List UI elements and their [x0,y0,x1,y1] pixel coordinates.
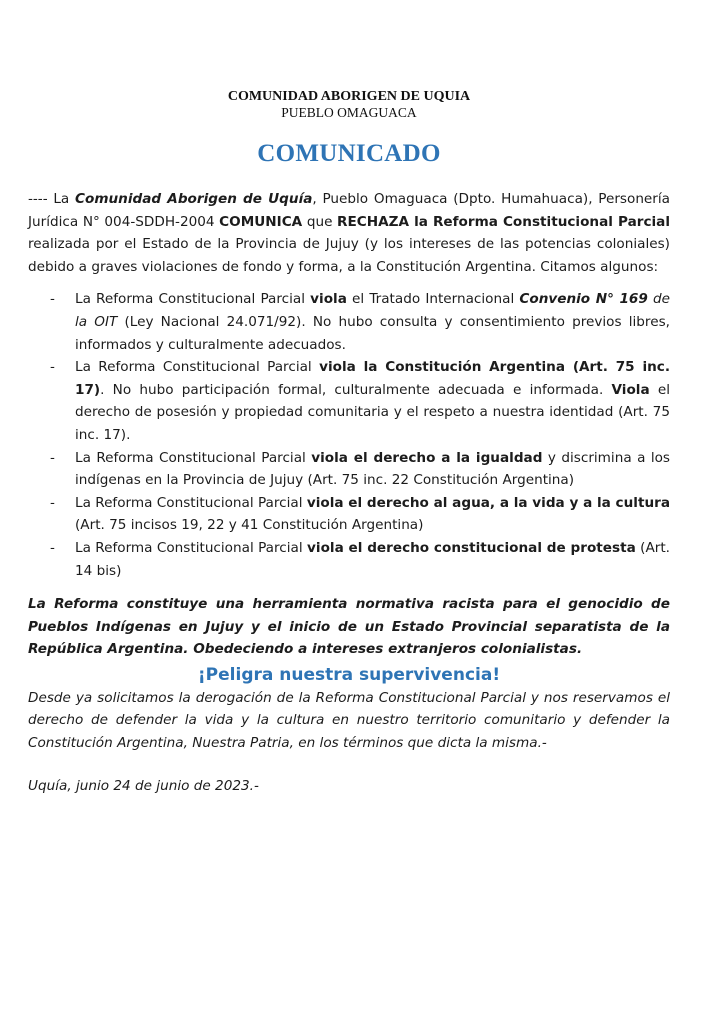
list-dash: - [50,359,55,376]
list-item [28,447,670,492]
item-text: La Reforma Constitucional Parcial [75,359,320,376]
comunica-word: COMUNICA [219,213,303,230]
item-text: el derecho de posesión y propiedad comunitaria y el respeto a nuestra identidad (Art. 75 inc. 17). [75,381,670,443]
list-dash: - [50,291,55,308]
item-text: La Reforma Constitucional Parcial [75,494,307,511]
signature-place: Uquía [28,777,68,794]
list-dash: - [50,449,55,466]
item-bold: viola el derecho a la igualdad [311,449,543,466]
request-paragraph: Desde ya solicitamos la derogación de la Reforma Constitucional Parcial y nos reservamos el derecho de defender la vida y la cultura en nuestro territorio comunitario y defender la Constitución Argentina, Nuestra Patria, en los términos que dicta la misma.- [28,689,670,752]
item-bold: Viola [611,381,650,398]
list-dash: - [50,539,55,556]
intro-text-1: ---- La [28,191,76,207]
item-text: y discrimina a los indígenas en la Provincia de Jujuy (Art. 75 inc. 22 Constitución Argentina) [75,449,670,489]
item-text: La Reforma Constitucional Parcial [75,291,311,308]
list-item [28,537,670,582]
item-bold: viola el derecho al agua, a la vida y a la cultura [306,494,671,511]
item-text: . No hubo participación formal, culturalmente adecuada e informada. [100,381,612,398]
convention-name: Convenio N° 169 [519,291,648,308]
item-text: el Tratado Internacional [346,291,520,308]
list-dash: - [50,494,55,511]
page-title: COMUNICADO [257,140,441,167]
signature-line [28,775,670,798]
intro-text-2: , Pueblo Omaguaca (Dpto. Humahuaca), Personería Jurídica N° 004-SDDH-2004 [28,191,670,230]
intro-paragraph [28,188,670,278]
item-bold: viola el derecho constitucional de protesta [307,539,636,556]
rechaza-phrase: RECHAZA la Reforma Constitucional Parcial [337,213,670,230]
closing-statement: La Reforma constituye una herramienta normativa racista para el genocidio de Pueblos Indígenas en Jujuy y el inicio de un Estado Provincial separatista de la República Argentina. Obedeciendo a intereses extranjeros colonialistas. [28,596,670,658]
item-bold: viola [310,291,347,308]
convention-org: de la OIT [75,291,670,330]
list-item [28,356,670,446]
intro-text-3: que [302,213,338,230]
item-text: La Reforma Constitucional Parcial [75,539,308,556]
item-text: (Art. 14 bis) [75,539,670,579]
item-bold: viola la Constitución Argentina (Art. 75 inc. 17) [75,359,670,398]
item-text: (Ley Nacional 24.071/92). No hubo consulta y consentimiento previos libres, informados y culturalmente adecuados. [75,313,670,353]
alert-heading: ¡Peligra nuestra supervivencia! [197,664,501,685]
intro-text-4: realizada por el Estado de la Provincia de Jujuy (y los intereses de las potencias coloniales) debido a graves violaciones de fondo y forma, a la Constitución Argentina. Citamos algunos: [28,236,670,275]
list-item [28,288,670,356]
item-text: La Reforma Constitucional Parcial [75,449,312,466]
item-text: (Art. 75 incisos 19, 22 y 41 Constitución Argentina) [75,517,424,534]
organization-name: COMUNIDAD ABORIGEN DE UQUIA [227,89,471,104]
list-item [28,492,670,537]
signature-date: , junio 24 de junio de 2023.- [67,777,259,794]
people-name: PUEBLO OMAGUACA [281,105,417,120]
community-name: Comunidad Aborigen de Uquía [75,191,313,207]
violations-list [28,288,670,582]
